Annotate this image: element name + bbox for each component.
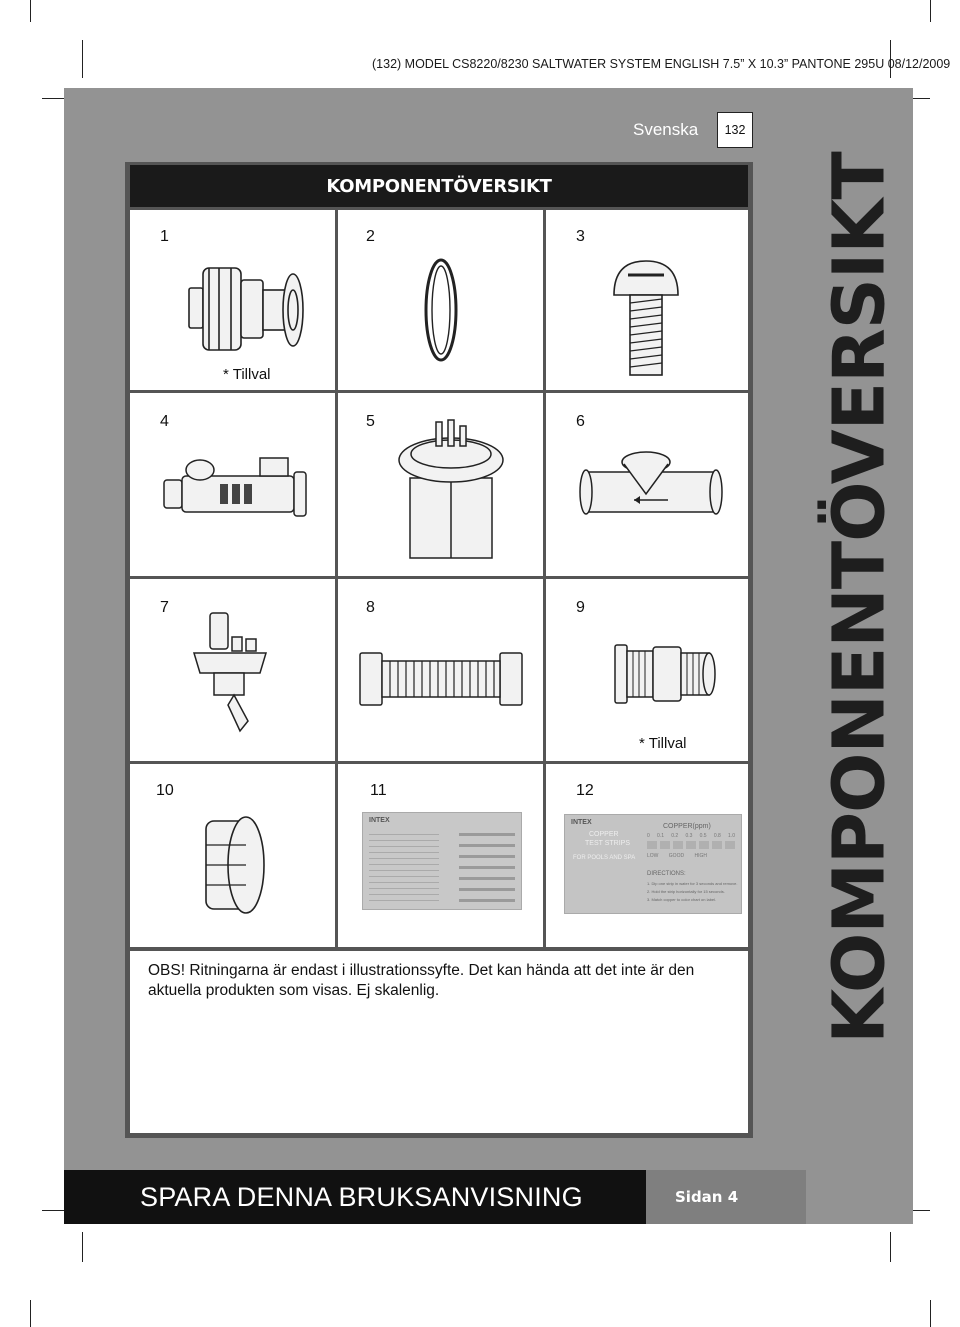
brand-label: INTEX xyxy=(571,819,592,826)
language-label: Svenska xyxy=(633,120,699,139)
brand-label: INTEX xyxy=(369,817,390,824)
part-cell-10 xyxy=(130,764,335,947)
part-cell-6 xyxy=(546,393,748,576)
part-cell-9 xyxy=(546,579,748,761)
part-number: 7 xyxy=(160,599,169,616)
part-cell-2 xyxy=(338,210,543,390)
scale-value: 0.2 xyxy=(671,833,679,839)
scale-value: 0.8 xyxy=(713,833,721,839)
text-lines xyxy=(369,829,439,901)
crop-mark xyxy=(42,1210,64,1211)
copper-title: COPPER xyxy=(589,831,619,838)
footer-page-number: Sidan 4 xyxy=(646,1170,806,1224)
part-number: 3 xyxy=(576,228,585,245)
o-ring-icon xyxy=(421,255,461,365)
part-number: 9 xyxy=(576,599,585,616)
part-number: 5 xyxy=(366,413,375,430)
crop-mark xyxy=(930,0,931,22)
side-title: KOMPONENTÖVERSIKT xyxy=(817,152,901,1044)
part-number: 4 xyxy=(160,413,169,430)
direction-step: 2. Hold the strip horizontally for 15 seconds. xyxy=(647,889,725,894)
crop-mark xyxy=(912,98,930,99)
notes-box xyxy=(130,951,748,1133)
test-strip-chart-icon xyxy=(362,812,522,910)
optional-note: * Tillval xyxy=(639,735,687,752)
part-cell-5 xyxy=(338,393,543,576)
crop-mark xyxy=(930,1300,931,1327)
side-strip xyxy=(805,88,913,1224)
scale-values xyxy=(647,833,735,839)
crop-mark xyxy=(82,1232,83,1262)
directions-title: DIRECTIONS: xyxy=(647,871,686,877)
crop-mark xyxy=(890,1232,891,1262)
scale-value: 0.3 xyxy=(685,833,693,839)
electrolytic-cell-icon xyxy=(160,448,310,538)
crop-mark xyxy=(82,40,83,78)
part-cell-11 xyxy=(338,764,543,947)
section-title: KOMPONENTÖVERSIKT xyxy=(130,165,748,207)
hose-adapter-icon xyxy=(611,639,721,709)
part-number: 2 xyxy=(366,228,375,245)
crop-mark xyxy=(30,0,31,22)
scale-labels xyxy=(647,853,707,859)
footer-banner: SPARA DENNA BRUKSANVISNING xyxy=(64,1170,646,1224)
scale-value: 1.0 xyxy=(728,833,735,839)
part-cell-7 xyxy=(130,579,335,761)
part-number: 8 xyxy=(366,599,375,616)
cell-cap-icon xyxy=(200,809,270,919)
scale-value: 0.5 xyxy=(699,833,707,839)
page-code-badge: 132 xyxy=(717,112,753,148)
part-number: 10 xyxy=(156,782,174,799)
part-cell-12 xyxy=(546,764,748,947)
copper-ppm-label: COPPER(ppm) xyxy=(663,823,711,830)
scale-value: 0 xyxy=(647,833,650,839)
part-number: 1 xyxy=(160,228,169,245)
screw-icon xyxy=(606,255,686,385)
crop-mark xyxy=(912,1210,930,1211)
direction-step: 3. Match copper to color chart on label. xyxy=(647,897,717,902)
print-header: (132) MODEL CS8220/8230 SALTWATER SYSTEM ENGLISH 7.5” X 10.3” PANTONE 295U 08/12/2009 xyxy=(372,57,951,71)
optional-note: * Tillval xyxy=(223,366,271,383)
scale-value: 0.1 xyxy=(657,833,664,839)
direction-step: 1. Dip one strip in water for 3 seconds and remove. xyxy=(647,881,738,886)
part-number: 6 xyxy=(576,413,585,430)
illustration-note: OBS! Ritningarna är endast i illustrationssyfte. Det kan hända att det inte är den aktuella produkten som visas. Ej skalenlig. xyxy=(148,962,695,999)
flow-sensor-tee-icon xyxy=(576,448,726,528)
color-chart xyxy=(459,825,515,903)
valve-assembly-icon xyxy=(190,609,290,739)
crop-mark xyxy=(30,1300,31,1327)
scale-label: HIGH xyxy=(694,853,707,859)
part-cell-8 xyxy=(338,579,543,761)
scale-label: LOW xyxy=(647,853,659,859)
part-cell-4 xyxy=(130,393,335,576)
for-pools-label: FOR POOLS AND SPA xyxy=(573,855,636,861)
color-swatches xyxy=(647,841,735,849)
electrode-plug-icon xyxy=(396,418,506,568)
flexible-hose-icon xyxy=(356,649,526,709)
part-number: 12 xyxy=(576,782,594,799)
part-cell-1 xyxy=(130,210,335,390)
part-cell-3 xyxy=(546,210,748,390)
test-strips-label: TEST STRIPS xyxy=(585,840,630,847)
scale-label: GOOD xyxy=(668,853,685,859)
part-number: 11 xyxy=(370,782,387,799)
hose-connector-icon xyxy=(185,260,325,360)
copper-test-strip-icon xyxy=(564,814,742,914)
